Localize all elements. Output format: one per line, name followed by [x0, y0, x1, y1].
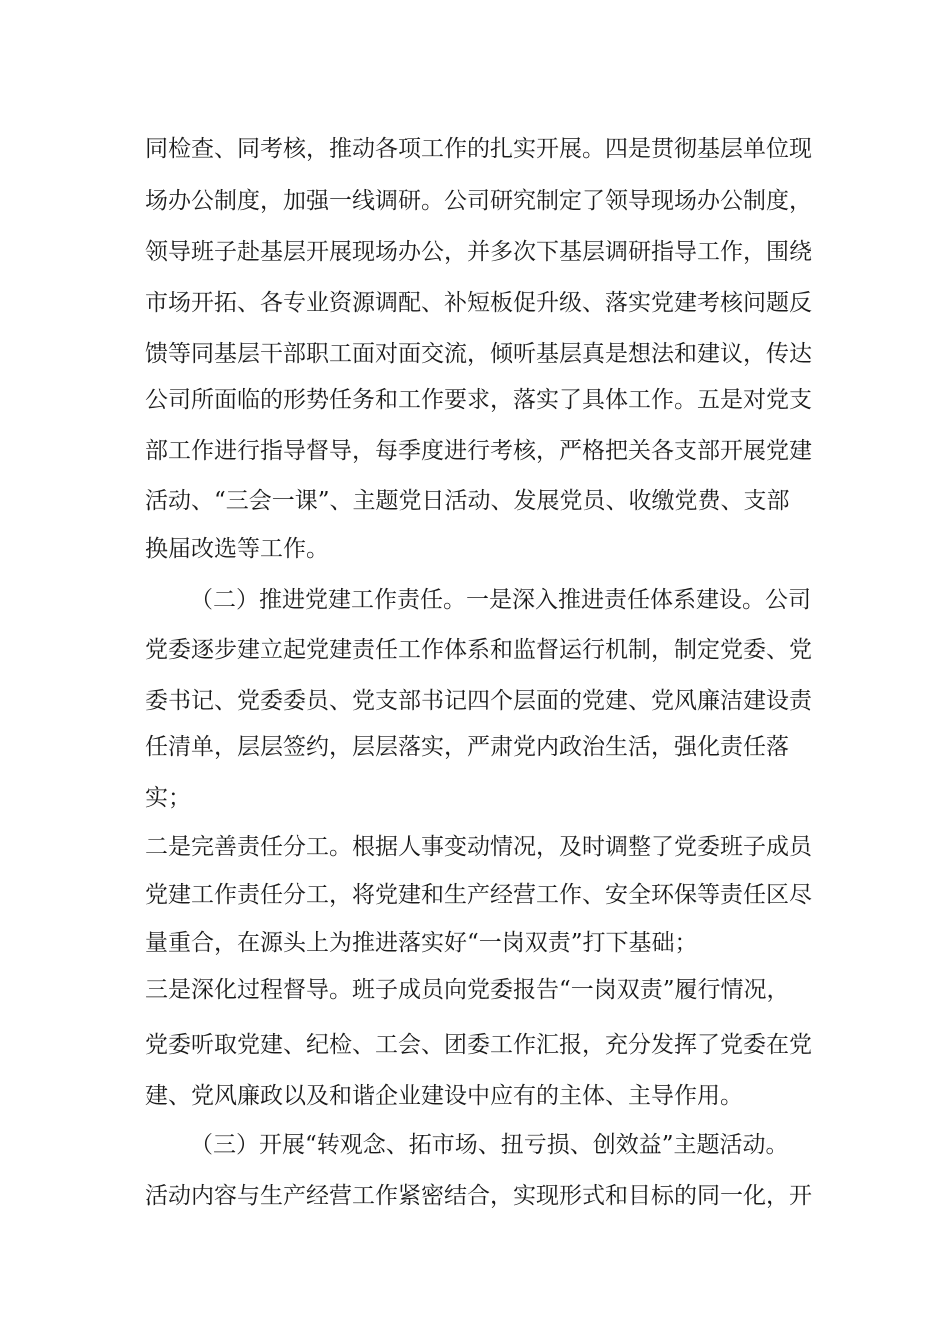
text-line: 换届改选等工作。 [145, 536, 329, 562]
section-heading-line: （二）推进党建工作责任。一是深入推进责任体系建设。公司 [190, 587, 811, 613]
text-line: 场办公制度，加强一线调研。公司研究制定了领导现场办公制度， [145, 188, 812, 214]
text-line: 领导班子赴基层开展现场办公，并多次下基层调研指导工作，围绕 [145, 239, 812, 265]
section-heading-line: （三）开展“转观念、拓市场、扭亏损、创效益”主题活动。 [190, 1132, 789, 1158]
text-line: 实； [145, 785, 191, 811]
text-line: 三是深化过程督导。班子成员向党委报告“一岗双责”履行情况， [145, 977, 790, 1003]
text-line: 同检查、同考核，推动各项工作的扎实开展。四是贯彻基层单位现 [145, 136, 812, 162]
text-line: 公司所面临的形势任务和工作要求，落实了具体工作。五是对党支 [145, 387, 812, 413]
text-line: 市场开拓、各专业资源调配、补短板促升级、落实党建考核问题反 [145, 290, 812, 316]
text-line: 任清单，层层签约，层层落实，严肃党内政治生活，强化责任落 [145, 734, 789, 760]
text-line: 委书记、党委委员、党支部书记四个层面的党建、党风廉洁建设责 [145, 688, 812, 714]
text-line: 活动内容与生产经营工作紧密结合，实现形式和目标的同一化，开 [145, 1183, 812, 1209]
text-line: 建、党风廉政以及和谐企业建设中应有的主体、主导作用。 [145, 1083, 743, 1109]
text-line: 党委逐步建立起党建责任工作体系和监督运行机制，制定党委、党 [145, 637, 812, 663]
text-line: 党建工作责任分工，将党建和生产经营工作、安全环保等责任区尽 [145, 882, 812, 908]
text-line: 党委听取党建、纪检、工会、团委工作汇报，充分发挥了党委在党 [145, 1032, 812, 1058]
text-line: 活动、“三会一课”、主题党日活动、发展党员、收缴党费、支部 [145, 488, 790, 514]
text-line: 二是完善责任分工。根据人事变动情况，及时调整了党委班子成员 [145, 834, 812, 860]
text-line: 量重合，在源头上为推进落实好“一岗双责”打下基础； [145, 930, 698, 956]
text-line: 部工作进行指导督导，每季度进行考核，严格把关各支部开展党建 [145, 438, 812, 464]
text-line: 馈等同基层干部职工面对面交流，倾听基层真是想法和建议，传达 [145, 341, 812, 367]
